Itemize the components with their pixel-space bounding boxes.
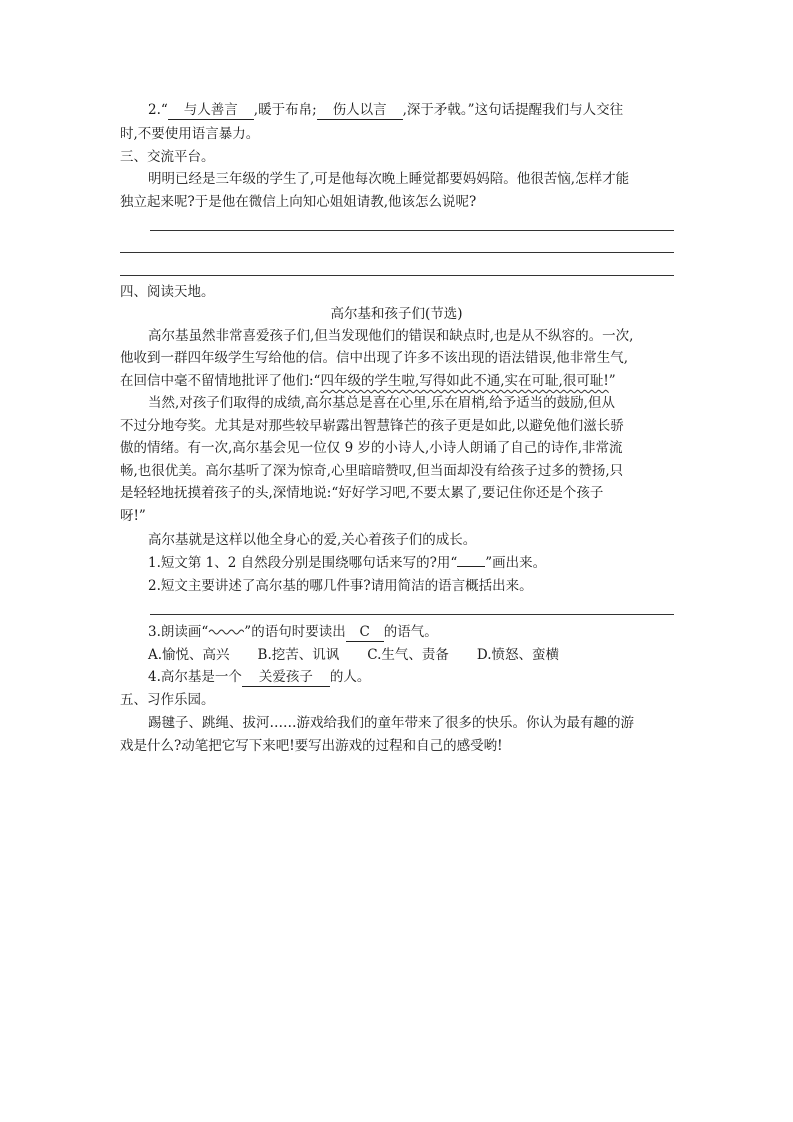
q1-prefix: 1.短文第 1、2 自然段分别是围绕哪句话来写的?用“ (148, 555, 458, 571)
q3-options (148, 645, 587, 665)
p1-line3-prefix: 在回信中毫不留情地批评了他们:“ (120, 373, 321, 389)
p1-line2: 他收到一群四年级学生写给他的信。信中出现了许多不该出现的语法错误,他非常生气, (120, 350, 629, 366)
q2-fill-2: 伤人以言 (317, 101, 403, 120)
q4-answer: 关爱孩子 (242, 668, 330, 687)
p1-line3 (120, 371, 616, 391)
option-c: C.生气、责备 (367, 647, 449, 663)
wavy-underlined-quote: 四年级的学生啦,写得如此不通,实在可耻,很可耻! (320, 373, 609, 389)
q3-answer: C (346, 623, 384, 642)
question-1 (148, 553, 546, 573)
section4-heading: 四、阅读天地。 (120, 284, 215, 300)
q1-underline-sample (457, 553, 485, 567)
section5-heading: 五、习作乐园。 (120, 692, 215, 708)
question-2: 2.短文主要讲述了高尔基的哪几件事?请用简洁的语言概括出来。 (148, 578, 533, 594)
section3-heading: 三、交流平台。 (120, 149, 215, 165)
passage-title: 高尔基和孩子们(节选) (330, 306, 463, 322)
p2-line3: 傲的情绪。有一次,高尔基会见一位仅 9 岁的小诗人,小诗人朗诵了自己的诗作,非常流 (120, 440, 623, 456)
answer-line-q2[interactable] (150, 614, 674, 615)
p2-line6: 呀!” (120, 508, 146, 524)
question-3 (148, 622, 438, 642)
p2-line1: 当然,对孩子们取得的成绩,高尔基总是喜在心里,乐在眉梢,给予适当的鼓励,但从 (148, 395, 615, 411)
q3-prefix: 3.朗读画“ (148, 624, 209, 640)
p3-line: 高尔基就是这样以他全身心的爱,关心着孩子们的成长。 (148, 532, 477, 548)
q2-line1 (148, 100, 623, 120)
p2-line5: 是轻轻地抚摸着孩子的头,深情地说:“好好学习吧,不要太累了,要记住你还是个孩子 (120, 485, 604, 501)
answer-line-3[interactable] (120, 275, 674, 276)
q2-mid-2: ,深于矛戟。”这句话提醒我们与人交往 (402, 102, 624, 118)
section5-para-line2: 戏是什么?动笔把它写下来吧!要写出游戏的过程和自己的感受哟! (120, 738, 503, 754)
p2-line2: 不过分地夸奖。尤其是对那些较早崭露出智慧锋芒的孩子更是如此,以避免他们滋长骄 (120, 418, 624, 434)
wavy-line-sample (208, 626, 244, 636)
p2-line4: 畅,也很优美。高尔基听了深为惊奇,心里暗暗赞叹,但当面却没有给孩子过多的赞扬,只 (120, 463, 624, 479)
option-d: D.愤怒、蛮横 (476, 647, 560, 663)
option-b: B.挖苦、讥讽 (257, 647, 340, 663)
section3-para-line1: 明明已经是三年级的学生了,可是他每次晚上睡觉都要妈妈陪。他很苦恼,怎样才能 (148, 171, 630, 187)
q4-prefix: 4.高尔基是一个 (148, 669, 242, 685)
q3-suffix: 的语气。 (383, 624, 438, 640)
q4-suffix: 的人。 (329, 669, 371, 685)
p1-line3-suffix: ” (608, 373, 616, 389)
section3-para-line2: 独立起来呢?于是他在微信上向知心姐姐请教,他该怎么说呢? (120, 194, 477, 210)
q3-mid: ”的语句时要读出 (244, 624, 346, 640)
q2-mid-1: ,暖于布帛; (253, 102, 317, 118)
p1-line1: 高尔基虽然非常喜爱孩子们,但当发现他们的错误和缺点时,也是从不纵容的。一次, (148, 328, 634, 344)
q2-prefix: 2.“ (148, 102, 168, 118)
q2-line2: 时,不要使用语言暴力。 (120, 126, 260, 142)
section5-para-line1: 踢毽子、跳绳、拔河……游戏给我们的童年带来了很多的快乐。你认为最有趣的游 (148, 715, 634, 731)
answer-line-1[interactable] (150, 230, 674, 231)
option-a: A.愉悦、高兴 (148, 647, 230, 663)
q1-suffix: ”画出来。 (485, 555, 547, 571)
answer-line-2[interactable] (120, 252, 674, 253)
question-4 (148, 667, 370, 687)
q2-fill-1: 与人善言 (168, 101, 254, 120)
